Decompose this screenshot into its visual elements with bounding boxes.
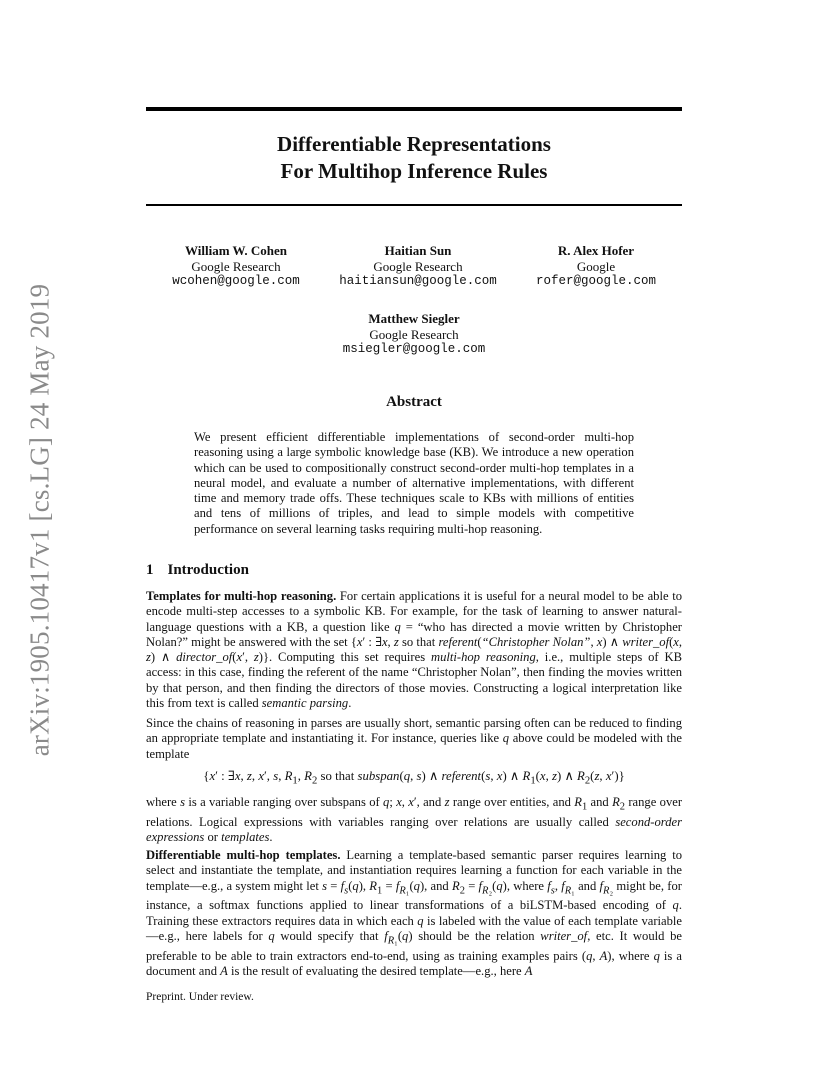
author-block: [318, 243, 518, 290]
author-name: R. Alex Hofer: [557, 243, 635, 258]
section-heading: [146, 562, 249, 579]
paragraph-template-intro: Since the chains of reasoning in parses are usually short, semantic parsing often can be reduced to finding an appropriate template and instantiating it. For instance, queries like q above could be modeled with the template: [146, 716, 682, 761]
template-equation: {x′ : ∃x, z, x′, s, $R_1$, $R_2$ so that subspan(q, s) ∧ referent(s, x) ∧ $R_1(x$, z) ∧ $R_2(z$, x′)}: [203, 769, 625, 787]
paragraph-multihop-reasoning: Templates for multi-hop reasoning. For certain applications it is useful for a neural model to be able to encode multi-step accesses to a symbolic KB. For example, for the task of learning to answer natural-language questions with a KB, a question like q = “who has directed a movie written by Christopher Nolan?” might be answered with the set {x′ : ∃x, z so that referent(“Christopher Nolan”, x) ∧ writer_of(x, z) ∧ director_of(x′, z)}. Computing this set requires multi-hop reasoning, i.e., multiple steps of KB access: in this case, finding the referent of the name “Christopher Nolan”, then finding the movies written by that person, and then finding the directors of those movies. Constructing a logical interpretation like this from text is called semantic parsing.: [146, 589, 683, 711]
footer-note: Preprint. Under review.: [146, 991, 254, 1003]
author-name: William W. Cohen: [185, 243, 287, 258]
paragraph-lead: Differentiable multi-hop templates.: [146, 848, 341, 862]
abstract-text: We present efficient differentiable implementations of second-order multi-hop reasoning using a large symbolic knowledge base (KB). We introduce a new operation which can be used to compositionally construct second-order multi-hop templates in a neural model, and evaluate a number of alternative implementations, with different time and memory trade offs. These techniques scale to KBs with millions of entities and tens of millions of triples, and lead to simple models with competitive performance on several learning tasks requiring multi-hop reasoning.: [194, 430, 634, 536]
section-title: Introduction: [167, 562, 249, 578]
author-affiliation: Google Research: [369, 326, 459, 342]
title-line-1: Differentiable Representations: [277, 132, 551, 156]
paragraph-lead: Templates for multi-hop reasoning.: [146, 589, 337, 603]
arxiv-sidebar-stamp: [22, 280, 58, 760]
title-top-rule: [146, 107, 682, 111]
author-email: wcohen@google.com: [172, 274, 300, 288]
arxiv-id: arXiv:1905.10417v1 [cs.LG] 24 May 2019: [24, 283, 55, 757]
author-block: [506, 243, 686, 290]
author-name: Haitian Sun: [384, 243, 452, 258]
abstract-heading: Abstract: [386, 394, 442, 410]
author-affiliation: Google: [576, 258, 616, 274]
title-line-2: For Multihop Inference Rules: [280, 159, 548, 183]
author-name: Matthew Siegler: [368, 311, 460, 326]
author-block: [314, 311, 514, 358]
author-affiliation: Google Research: [373, 258, 463, 274]
author-affiliation: Google Research: [191, 258, 281, 274]
title-bottom-rule: [146, 204, 682, 206]
section-number: 1: [146, 562, 154, 578]
author-email: haitiansun@google.com: [339, 274, 497, 288]
paper-title: [146, 131, 682, 185]
paragraph-variables: where s is a variable ranging over subspans of q; x, x′, and z range over entities, and $R_1$ and $R_2$ range over relations. Logical expressions with variables ranging over relations are usually called second-order expressions or templates.: [146, 795, 683, 845]
author-email: rofer@google.com: [535, 274, 657, 288]
paragraph-differentiable-templates: Differentiable multi-hop templates. Learning a template-based semantic parser requires learning to select and instantiate the template, and instantiation requires learning a function for each variable in the template—e.g., a system might let $s = f_s(q)$, $R_1 = f_{R_1}(q)$, and $R_2 = f_{R_2}(q)$, where $f_s$, $f_{R_1}$ and $f_{R_2}$ might be, for instance, a softmax functions applied to linear transformations of a biLSTM-based encoding of q. Training these extractors requires data in which each q is labeled with the value of each template variable—e.g., here labels for q would specify that $f_{R_1}(q)$ should be the relation writer_of, etc. It would be preferable to be able to train extractors end-to-end, using as training examples pairs (q, A), where q is a document and A is the result of evaluating the desired template—e.g., here A: [146, 848, 683, 979]
author-email: msiegler@google.com: [342, 342, 486, 356]
author-block: [146, 243, 326, 290]
